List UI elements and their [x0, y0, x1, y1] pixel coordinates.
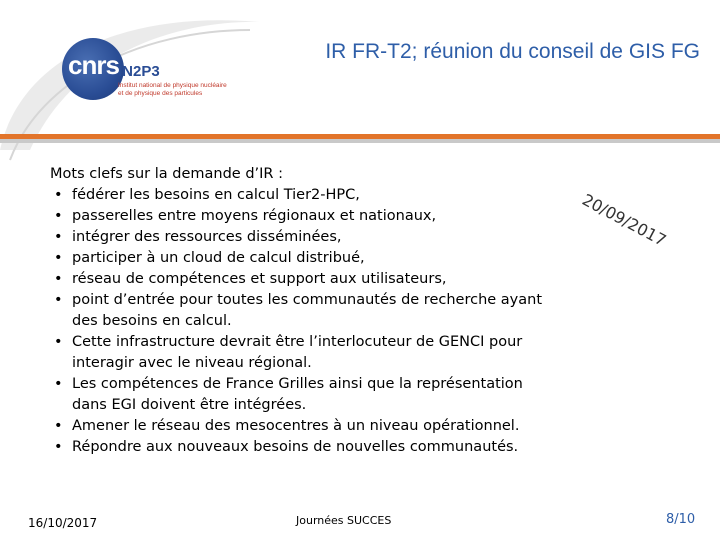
- slide-title: IR FR-T2; réunion du conseil de GIS FG: [325, 40, 700, 63]
- list-item: • fédérer les besoins en calcul Tier2-HPC,: [50, 185, 550, 206]
- list-item: • participer à un cloud de calcul distribué,: [50, 248, 550, 269]
- in2p3-logo-line1: Institut national de physique nucléaire: [118, 82, 227, 89]
- cnrs-in2p3-logo: [62, 38, 242, 118]
- page-number: 8/10: [666, 512, 696, 527]
- list-item: • Répondre aux nouveaux besoins de nouvelles communautés.: [50, 437, 550, 458]
- in2p3-logo-text: IN2P3: [118, 63, 160, 80]
- slide-content: [50, 164, 550, 458]
- footer-event-name: Journées SUCCES: [296, 514, 392, 527]
- bullet-list: [50, 185, 550, 458]
- header-separator-grey: [0, 139, 720, 143]
- in2p3-logo-line2: et de physique des particules: [118, 90, 203, 97]
- list-item: • point d’entrée pour toutes les communautés de recherche ayant des besoins en calcul.: [50, 290, 550, 332]
- cnrs-logo-text: cnrs: [68, 50, 119, 80]
- intro-text: Mots clefs sur la demande d’IR :: [50, 166, 283, 182]
- rotated-date-stamp: 20/09/2017: [579, 190, 670, 251]
- list-item: • Les compétences de France Grilles ainsi que la représentation dans EGI doivent être intégrées.: [50, 374, 550, 416]
- footer-date: 16/10/2017: [28, 516, 98, 530]
- list-item: • Cette infrastructure devrait être l’interlocuteur de GENCI pour interagir avec le niveau régional.: [50, 332, 550, 374]
- list-item: • intégrer des ressources disséminées,: [50, 227, 550, 248]
- list-item: • réseau de compétences et support aux utilisateurs,: [50, 269, 550, 290]
- list-item: • Amener le réseau des mesocentres à un niveau opérationnel.: [50, 416, 550, 437]
- list-item: • passerelles entre moyens régionaux et nationaux,: [50, 206, 550, 227]
